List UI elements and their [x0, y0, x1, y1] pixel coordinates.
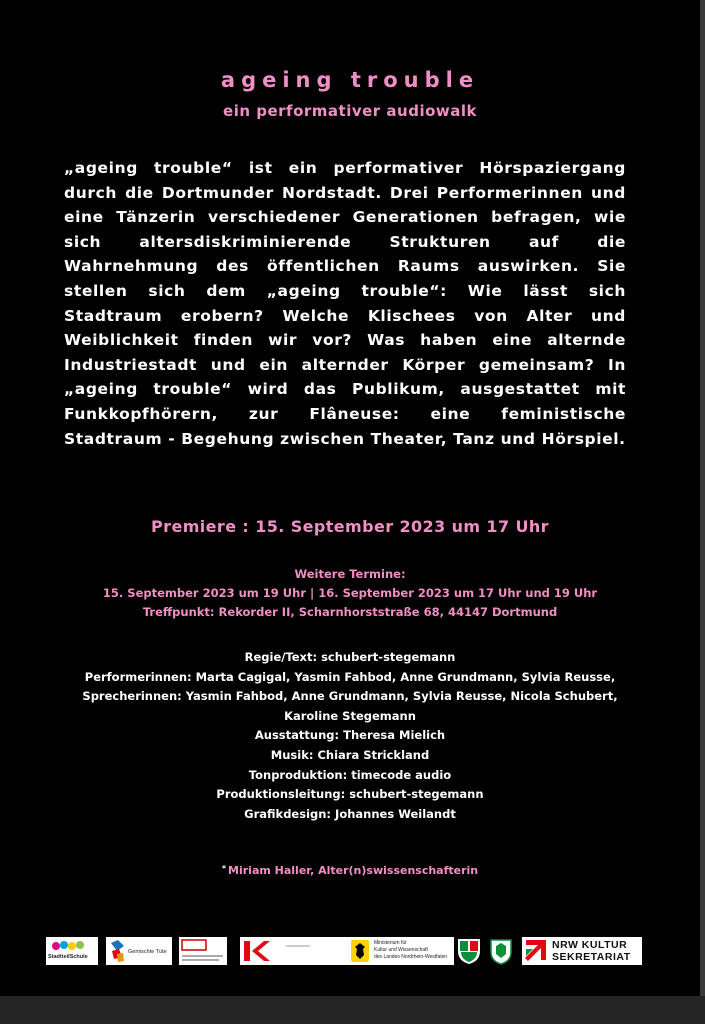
ministerium-line1: Ministerium für [374, 940, 407, 946]
description-line: eine Tänzerin verschiedener Generationen befragen, wie [64, 208, 626, 227]
credits-block [0, 648, 700, 824]
description-line: Funkkopfhörern, zur Flâneuse: eine feministische [64, 404, 626, 423]
quote-attribution [0, 864, 700, 877]
description-line: sich altersdiskriminierende Strukturen auf die [64, 232, 626, 251]
description-line: Industriestadt und ein alternder Körper gemeinsam? In [64, 355, 626, 374]
dates-heading: Weitere Termine: [294, 567, 406, 581]
crest-icon [456, 937, 482, 965]
credit-line: Sprecherinnen: Yasmin Fahbod, Anne Grundmann, Sylvia Reusse, Nicola Schubert, [82, 689, 618, 704]
credit-line: Tonproduktion: timecode audio [248, 767, 452, 782]
quote-author: Miriam Haller, Alter(n)swissenschafterin [228, 864, 479, 877]
credit-line: Grafikdesign: Johannes Weilandt [244, 806, 456, 821]
nrw-crest-logo [456, 937, 482, 965]
flyer-title: ageing trouble [220, 68, 480, 92]
description-line: Weiblichkeit finden wir vor? Was haben eine alternde [64, 331, 626, 350]
bag-icon [108, 937, 128, 965]
stadtteilschule-logo [46, 937, 98, 965]
red-frame-icon [179, 937, 227, 965]
nrw-kultursekretariat-logo [522, 937, 642, 965]
premiere-date: Premiere : 15. September 2023 um 17 Uhr [151, 517, 549, 536]
stadt-dortmund-logo [240, 937, 346, 965]
dates-line: 15. September 2023 um 19 Uhr | 16. September 2023 um 17 Uhr und 19 Uhr [102, 586, 598, 600]
shield-logo [488, 937, 514, 965]
nrw-kultur-label: NRW KULTUR [552, 939, 628, 951]
credit-line: Karoline Stegemann [284, 708, 416, 723]
description-line: Wahrnehmung des öffentlichen Raums auswirken. Sie [64, 257, 626, 276]
description-paragraph [64, 156, 626, 451]
sekretariat-label: SEKRETARIAT [552, 951, 631, 963]
arrow-icon [523, 937, 549, 965]
description-line: Stadtraum erobern? Welche Klischees von Alter und [64, 306, 626, 325]
credit-line: Musik: Chiara Strickland [270, 747, 430, 762]
additional-dates [0, 565, 700, 622]
footnote-mark: * [221, 864, 227, 873]
sponsor-logos [46, 937, 642, 965]
description-line: durch die Dortmunder Nordstadt. Drei Performerinnen und [64, 183, 626, 202]
shield-icon [488, 937, 514, 965]
credit-line: Regie/Text: schubert-stegemann [244, 650, 456, 664]
credit-line: Performerinnen: Marta Cagigal, Yasmin Fahbod, Anne Grundmann, Sylvia Reusse, [84, 669, 616, 684]
credit-line: Produktionsleitung: schubert-stegemann [216, 787, 484, 802]
gemischte-tuete-logo [106, 937, 172, 965]
description-line: stellen sich dem „ageing trouble“: Wie lässt sich [64, 281, 626, 300]
description-line: „ageing trouble“ wird das Publikum, ausgestattet mit [64, 380, 626, 399]
flyer-subtitle: ein performativer audiowalk [223, 102, 477, 120]
stadtteilschule-icon [46, 937, 98, 965]
eagle-icon [347, 937, 373, 965]
description-line: „ageing trouble“ ist ein performativer Hörspaziergang [64, 159, 626, 177]
red-bordered-logo [179, 937, 227, 965]
credit-line: Ausstattung: Theresa Mielich [254, 728, 446, 743]
ministerium-logo [346, 937, 454, 965]
description-line: Stadtraum - Begehung zwischen Theater, Tanz und Hörspiel. [64, 429, 626, 448]
ministerium-line3: des Landes Nordrhein-Westfalen [374, 954, 448, 960]
dortmund-k-icon [240, 937, 346, 965]
page-edge-bottom [0, 996, 705, 1024]
gemischte-tuete-label: Gemischte Tüte [128, 949, 167, 955]
meeting-point: Treffpunkt: Rekorder II, Scharnhorststraße 68, 44147 Dortmund [142, 605, 558, 619]
stadtteilschule-label: StadtteilSchule [48, 954, 88, 960]
page-edge-right [700, 0, 705, 1024]
ministerium-line2: Kultur und Wissenschaft [374, 947, 428, 953]
